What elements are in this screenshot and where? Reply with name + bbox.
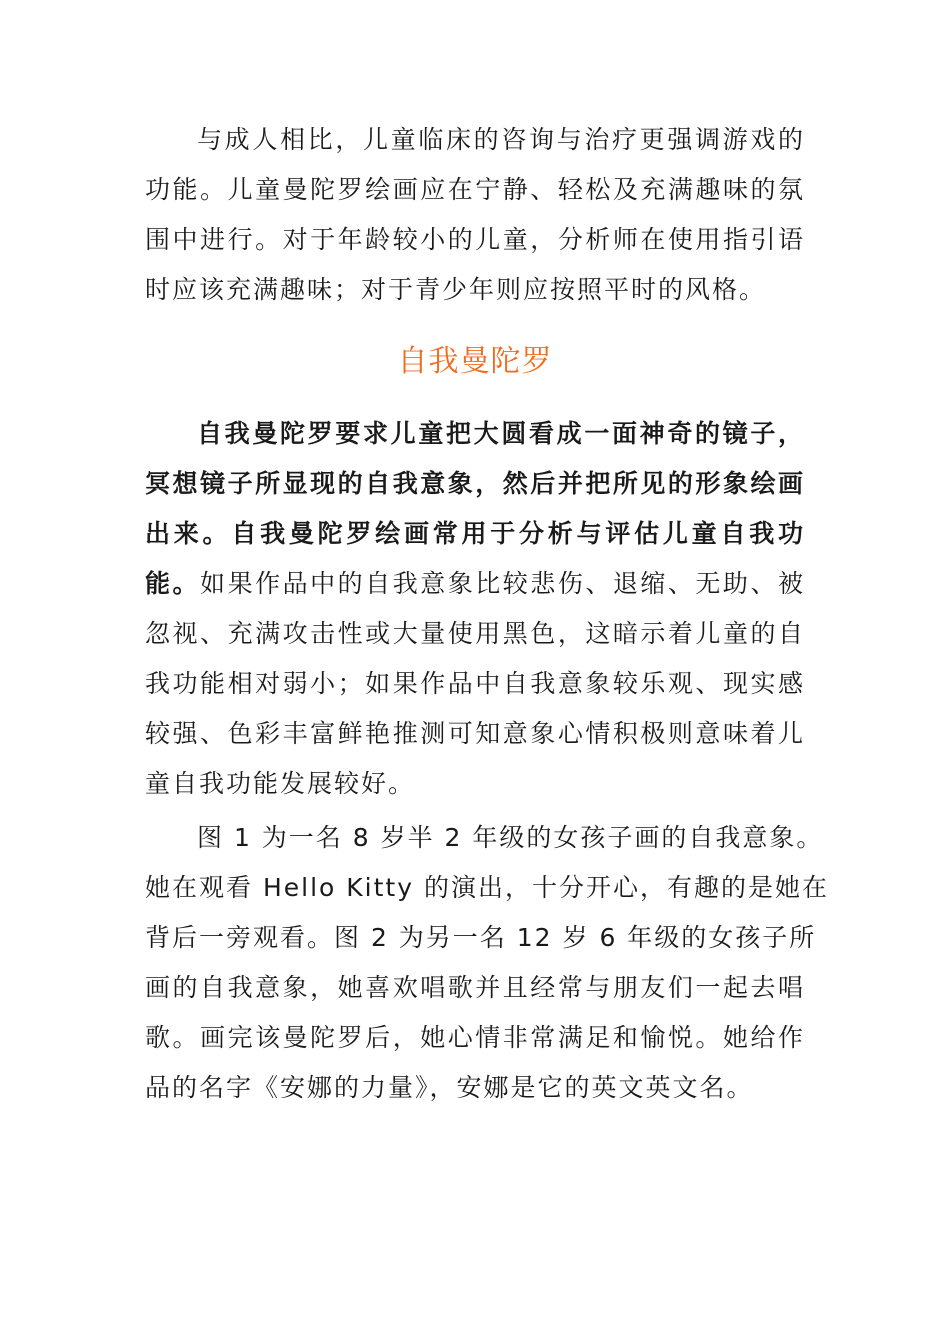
paragraph-1-line-3: 围中进行。对于年龄较小的儿童，分析师在使用指引语 — [145, 225, 805, 254]
paragraph-3-line-5: 歌。画完该曼陀罗后，她心情非常满足和愉悦。她给作 — [145, 1023, 805, 1052]
paragraph-2-line-4 — [145, 564, 805, 604]
paragraph-3-line-3: 背后一旁观看。图 2 为另一名 12 岁 6 年级的女孩子所 — [145, 923, 817, 952]
paragraph-1-line-1: 与成人相比，儿童临床的咨询与治疗更强调游戏的 — [197, 125, 805, 154]
paragraph-3-line-4: 画的自我意象，她喜欢唱歌并且经常与朋友们一起去唱 — [145, 973, 805, 1002]
paragraph-2-line-8: 童自我功能发展较好。 — [145, 769, 416, 798]
paragraph-2-line-3: 出来。自我曼陀罗绘画常用于分析与评估儿童自我功 — [145, 519, 805, 548]
paragraph-2-line-2: 冥想镜子所显现的自我意象，然后并把所见的形象绘画 — [145, 469, 805, 498]
paragraph-1-line-2: 功能。儿童曼陀罗绘画应在宁静、轻松及充满趣味的氛 — [145, 175, 805, 204]
paragraph-3-line-2: 她在观看 Hello Kitty 的演出，十分开心，有趣的是她在 — [145, 873, 829, 902]
paragraph-1-line-4: 时应该充满趣味；对于青少年则应按照平时的风格。 — [145, 275, 767, 304]
section-heading: 自我曼陀罗 — [397, 344, 553, 379]
paragraph-3-line-6: 品的名字《安娜的力量》，安娜是它的英文英文名。 — [145, 1073, 754, 1102]
paragraph-2-line-1: 自我曼陀罗要求儿童把大圆看成一面神奇的镜子， — [197, 419, 805, 448]
paragraph-3-line-1: 图 1 为一名 8 岁半 2 年级的女孩子画的自我意象。 — [197, 823, 824, 852]
paragraph-2-line-4-bold: 能。 — [145, 569, 201, 598]
paragraph-2-line-7: 较强、色彩丰富鲜艳推测可知意象心情积极则意味着儿 — [145, 719, 805, 748]
paragraph-2-line-5: 忽视、充满攻击性或大量使用黑色，这暗示着儿童的自 — [145, 619, 805, 648]
paragraph-2-line-6: 我功能相对弱小；如果作品中自我意象较乐观、现实感 — [145, 669, 805, 698]
paragraph-2-line-4-normal: 如果作品中的自我意象比较悲伤、退缩、无助、被 — [200, 569, 805, 598]
